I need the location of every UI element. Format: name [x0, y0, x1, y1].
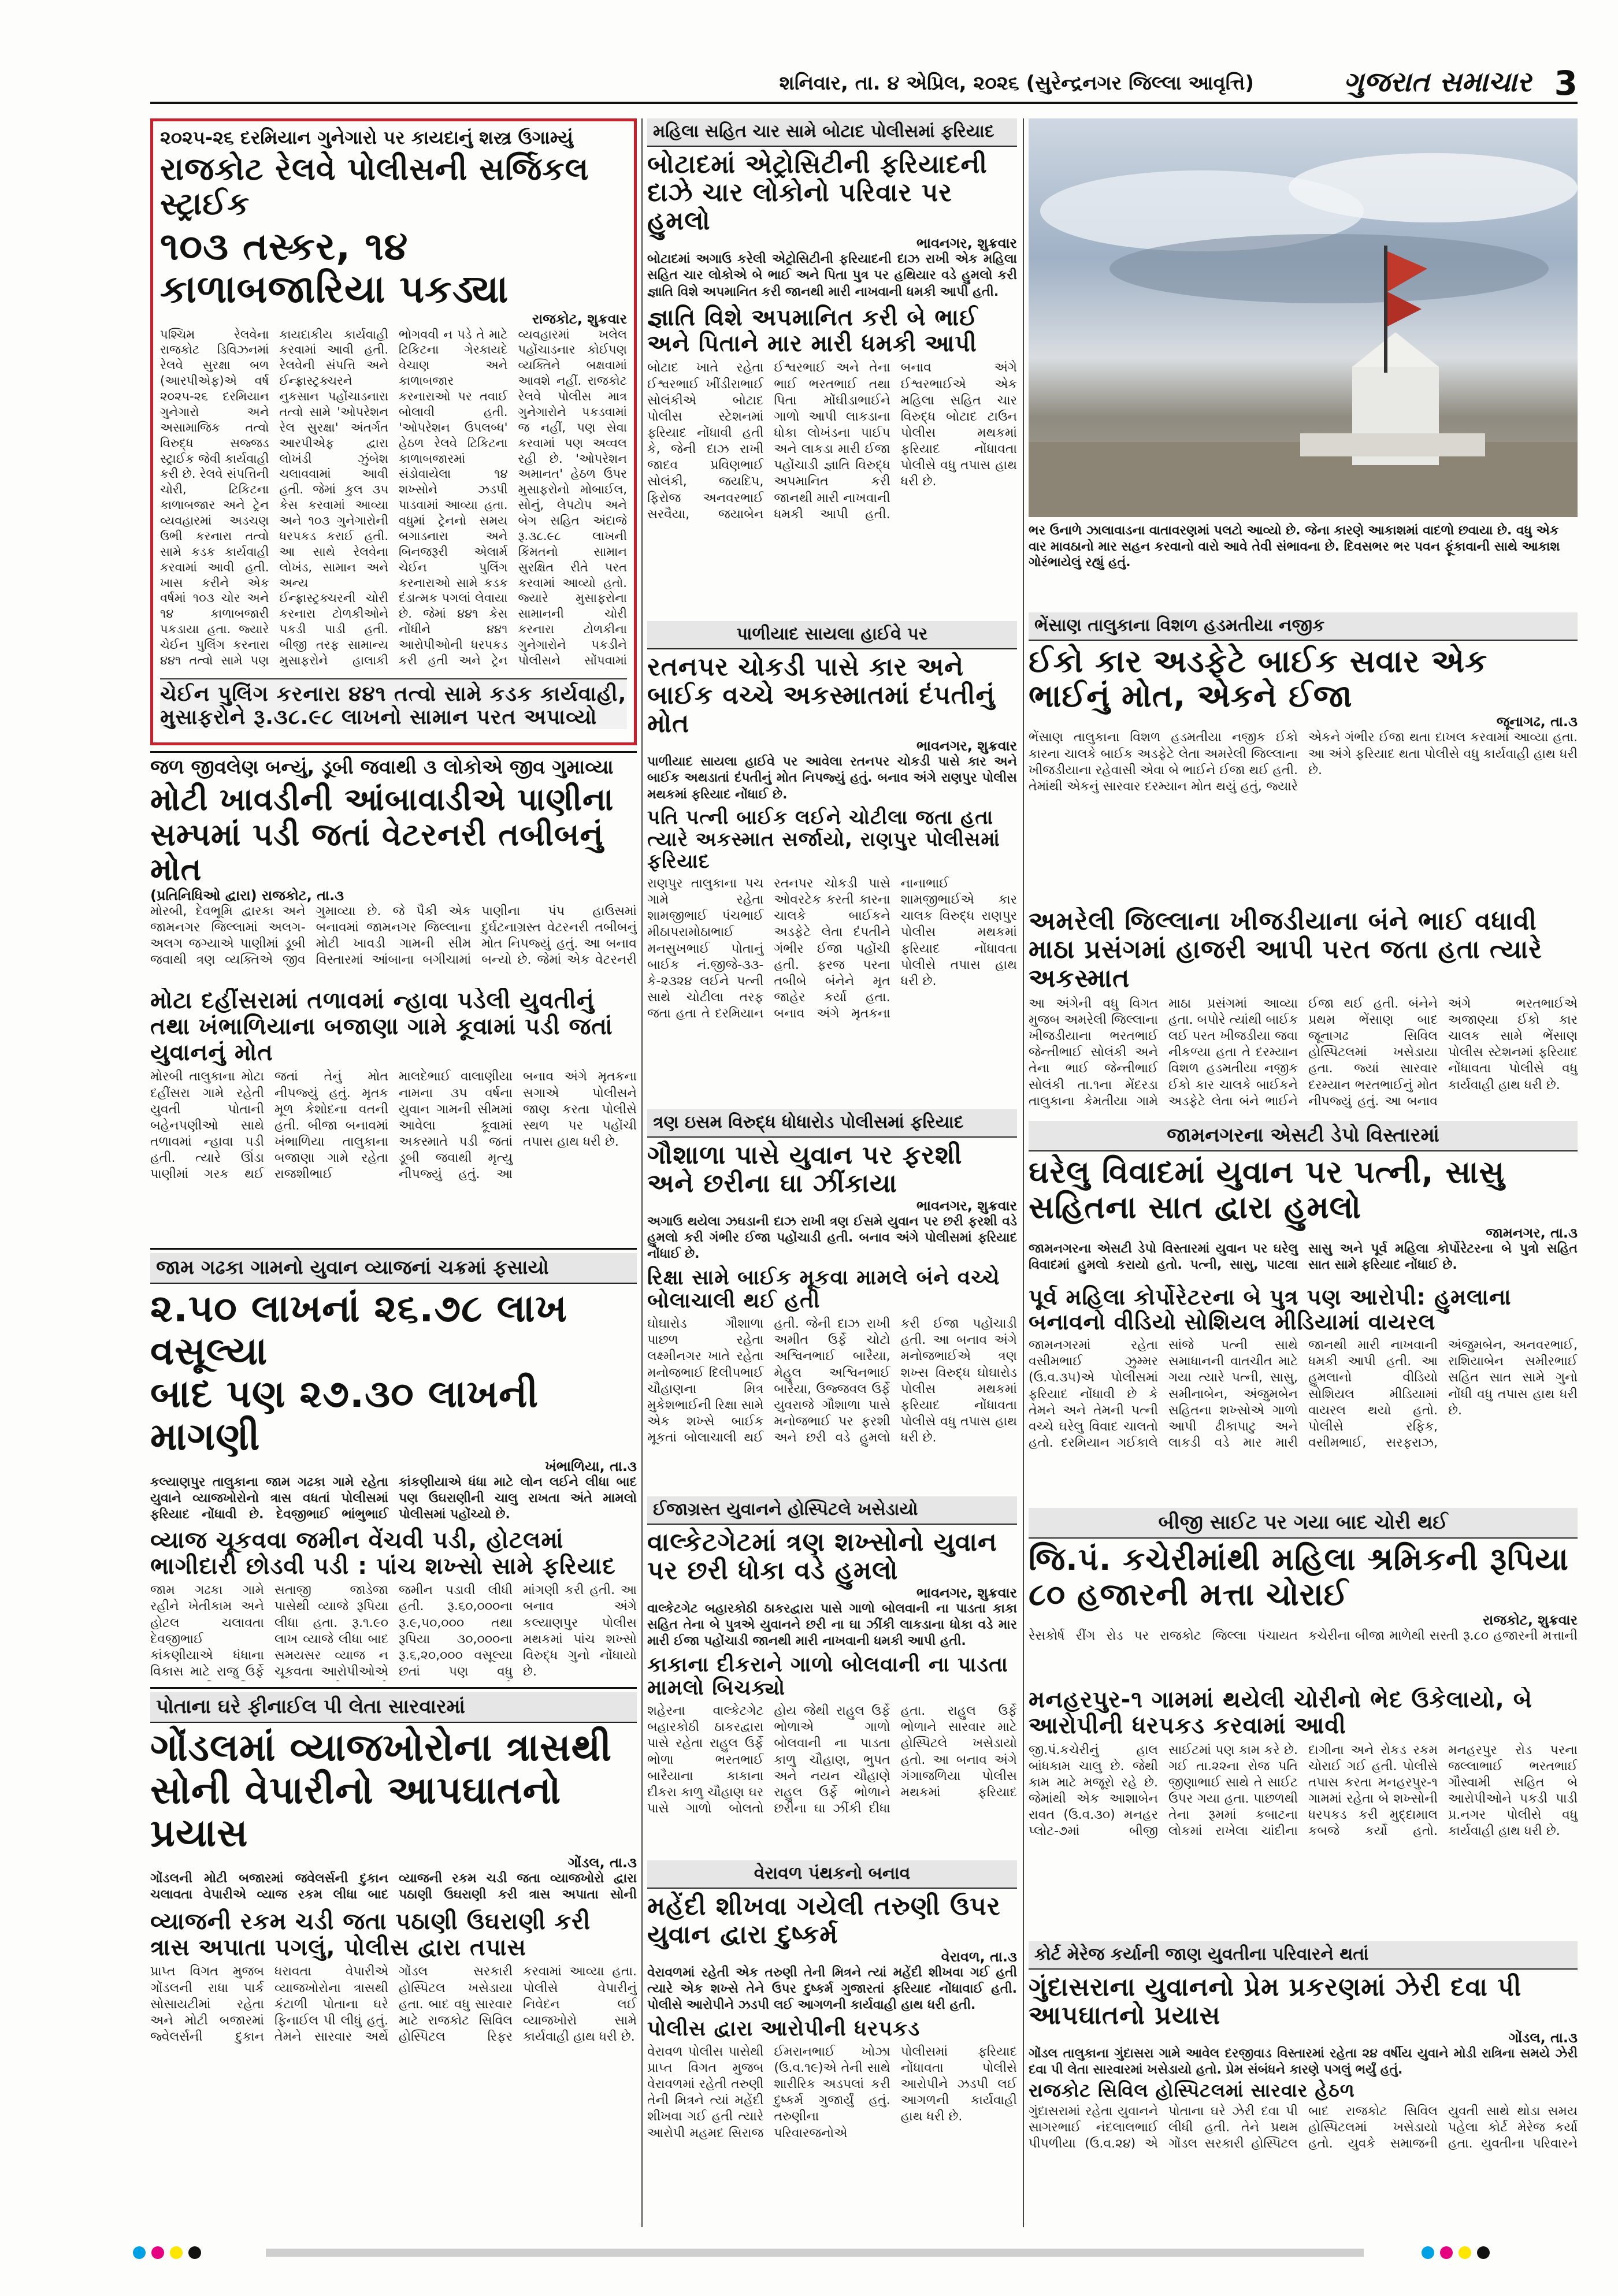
masthead-date: શનિવાર, તા. ૪ એપ્રિલ, ૨૦૨૬ (સુરેન્દ્રનગર જિલ્લા આવૃત્તિ)	[779, 72, 1254, 95]
manharpur-story	[1029, 1687, 1578, 1935]
dadhisara-headline: મોટા દહીંસરામાં તળાવમાં ન્હાવા પડેલી યુવતીનું તથા ખંભાળિયાના બજાણા ગામે કૂવામાં પડી જતાં યુવાનનું મોત	[150, 988, 613, 1066]
railway-highlight: ચેઈન પુલિંગ કરનારા ૪૪૧ તત્વો સામે કડક કાર્યવાહી, મુસાફરોને રૂ.૩૮.૯૮ લાખનો સામાન પરત અપાવ્યો	[160, 678, 627, 730]
registration-dot	[1477, 2246, 1490, 2259]
jp-theft-headline: જિ.પં. કચેરીમાંથી મહિલા શ્રમિકની રૂપિયા ૮૦ હજારની મત્તા ચોરાઈ	[1029, 1541, 1569, 1613]
railway-body: પશ્ચિમ રેલવેના રાજકોટ ડિવિઝનમાં રેલવે સુરક્ષા બળ (આરપીએફ)એ વર્ષ ૨૦૨૫-૨૬ દરમિયાન ગુનેગારો અને અસામાજિક તત્વો વિરુદ્ધ સજ્જડ સ્ટ્રાઈક જેવી કાર્યવાહી કરી છે. રેલવે સંપત્તિની ચોરી, ટિકિટના કાળાબજાર અને ટ્રેન વ્યવહારમાં અડચણ ઉભી કરનારા તત્વો સામે કડક કાર્યવાહી કરવામાં આવી હતી. ખાસ કરીને એક વર્ષમાં ૧૦૩ ચોર અને ૧૪ કાળાબજારી પકડાયા હતા. જ્યારે ચેઈન પુલિંગ કરનારા ૪૪૧ તત્વો સામે પણ કાયદાકીય કાર્યવાહી કરવામાં આવી હતી. રેલવેની સંપત્તિ અને ઈન્ફ્રાસ્ટ્રક્ચરને નુકસાન પહોંચાડનારા તત્વો સામે 'ઓપરેશન રેલ સુરક્ષા' અંતર્ગત આરપીએફ દ્વારા લોખંડી ઝુંબેશ ચલાવવામાં આવી હતી. જેમાં કુલ ૩૫ કેસ કરવામાં આવ્યા અને ૧૦૩ ગુનેગારોની ધરપકડ કરાઈ હતી. આ સાથે રેલવેના લોખંડ, સામાન અને અન્ય ઈન્ફ્રાસ્ટ્રક્ચરની ચોરી કરનારા ટોળકીઓને પકડી પાડી હતી. બીજી તરફ સામાન્ય મુસાફરોને હાલાકી ભોગવવી ન પડે તે માટે ટિકિટના ગેરકાયદે વેચાણ અને કાળાબજાર કરનારાઓ પર તવાઈ બોલાવી હતી. 'ઓપરેશન ઉપલબ્ધ' હેઠળ રેલવે ટિકિટના કાળાબજારમાં સંડોવાયેલા ૧૪ શખ્સોને ઝડપી પાડવામાં આવ્યા હતા. વધુમાં ટ્રેનનો સમય બગાડનારા અને બિનજરૂરી એલાર્મ ચેઈન પુલિંગ કરનારાઓ સામે કડક દંડાત્મક પગલાં લેવાયા છે. જેમાં ૪૪૧ કેસ નોંધીને ૪૪૧ આરોપીઓની ધરપકડ કરી હતી અને ટ્રેન વ્યવહારમાં ખલેલ પહોંચાડનાર કોઈપણ વ્યક્તિને બક્ષવામાં આવશે નહીં. રાજકોટ રેલવે પોલીસ માત્ર ગુનેગારોને પકડવામાં જ નહીં, પણ સેવા કરવામાં પણ અવ્વલ રહી છે. 'ઓપરેશન અમાનત' હેઠળ ઉપર મુસાફરોનો મોબાઈલ, સોનું, લેપટોપ અને બેગ સહિત અંદાજે રૂ.૩૮.૯૮ લાખની કિંમતનો સામાન સુરક્ષિત રીતે પરત કરવામાં આવ્યો હતો. જ્યારે મુસાફરોના સામાનની ચોરી કરનારા ટોળકીના ગુનેગારોને પકડીને પોલીસને સોંપવામાં	[160, 327, 627, 667]
jamnagar-lead: જામનગરના એસટી ડેપો વિસ્તારમાં યુવાન પર ઘરેલુ વિવાદમાં હુમલો કરાયો હતો. પત્ની, સાસુ, પાટલા સાસુ અને પૂર્વ મહિલા કોર્પોરેટરના બે પુત્રો સહિત સાત સામે ફરિયાદ નોંધાઈ છે.	[1029, 1242, 1578, 1273]
veraval-story	[647, 1860, 1017, 2230]
valkatgate-headline: વાલ્કેટગેટમાં ત્રણ શખ્સોનો યુવાન પર છરી ધોકા વડે હુમલો	[647, 1527, 997, 1585]
jp-theft-story	[1029, 1508, 1578, 1681]
valkatgate-lead: વાલ્કેટગેટ બહારકોઠી ઠાકરદ્વારા પાસે ગાળો બોલવાની ના પાડતા કાકા સહિત તેના બે પુત્રએ યુવાનને છરી ના ઘા ઝીંકી લાકડાના ધોકા વડે માર મારી ઈજા પહોંચાડી જાનથી મારી નાખવાની ધમકી આપી હતી.	[647, 1602, 1017, 1649]
khavdi-dateline: (પ્રતિનિધિઓ દ્વારા) રાજકોટ, તા.૩	[150, 887, 344, 904]
valkatgate-kicker: ઈજાગ્રસ્ત યુવાનને હોસ્પિટલે ખસેડાયો	[647, 1496, 1017, 1525]
eco-headline: ઈકો કાર અડફેટે બાઈક સવાર એક ભાઈનું મોત, એકને ઈજા	[1029, 642, 1488, 714]
dadhisara-story	[150, 988, 637, 1242]
botad-subhead: જ્ઞાતિ વિશે અપમાનિત કરી બે ભાઈ અને પિતાને માર મારી ધમકી આપી	[647, 304, 978, 357]
railway-dateline: રાજકોટ, શુક્રવાર	[532, 310, 627, 327]
paliyad-subhead: પતિ પત્ની બાઈક લઈને ચોટીલા જતા હતા ત્યારે અકસ્માત સર્જાયો, રાણપુર પોલીસમાં ફરિયાદ	[647, 805, 1000, 873]
paliyad-kicker: પાળીયાદ સાયલા હાઈવે પર	[647, 621, 1017, 649]
page-number: 3	[1554, 64, 1578, 103]
jamnagar-headline: ઘરેલુ વિવાદમાં યુવાન પર પત્ની, સાસુ સહિતના સાત દ્વારા હુમલો	[1029, 1154, 1505, 1225]
botad-dateline: ભાવનગર, શુક્રવાર	[916, 235, 1017, 252]
gundasara-story	[1029, 1941, 1578, 2230]
valkatgate-subhead: કાકાના દીકરાને ગાળો બોલવાની ના પાડતા મામલો બિચક્યો	[647, 1652, 1008, 1700]
botad-headline: બોટાદમાં એટ્રોસિટીની ફરિયાદની દાઝે ચાર લોકોનો પરિવાર પર હુમલો	[647, 149, 988, 236]
amreli-body: આ અંગેની વધુ વિગત મુજબ અમરેલી જિલ્લાના ખીજડીયાના ભરતભાઈ જેન્તીભાઈ સોલંકી અને તેના ભાઈ જેન્તીભાઈ સોલંકી તા.૧ના મેંદરડા તાલુકાના કેમતીયા ગામે માઠા પ્રસંગમાં આવ્યા હતા. બપોરે ત્યાંથી બાઈક લઈ પરત ખીજડીયા જવા નીકળ્યા હતા તે દરમ્યાન વિશળ હડમતીયા નજીક ઈકો કાર ચાલકે બાઈકને અડફેટે લેતા બંને ભાઈને ઈજા થઈ હતી. બંનેને પ્રથમ ભેંસાણ બાદ જૂનાગઢ સિવિલ હોસ્પિટલમાં ખસેડાયા હતા. જ્યાં સારવાર દરમ્યાન ભરતભાઈનું મોત નીપજ્યું હતું. આ બનાવ અંગે ભરતભાઈએ અજાણ્યા ઈકો કાર ચાલક સામે ભેંસાણ પોલીસ સ્ટેશનમાં ફરિયાદ નોંધાવતા પોલીસે વધુ કાર્યવાહી હાથ ધરી છે.	[1029, 996, 1578, 1109]
gaushala-kicker: ત્રણ ઇસમ વિરુદ્ધ ધોધારોડ પોલીસમાં ફરિયાદ	[647, 1109, 1017, 1138]
gundasara-body: ગુંદાસરામાં રહેતા યુવાનને સાગરભાઈ નંદલાલભાઈ પીપળીયા (ઉ.વ.૨૪) એ પોતાના ઘરે ઝેરી દવા પી લીધી હતી. તેને પ્રથમ ગોંડલ સરકારી હોસ્પિટલ બાદ રાજકોટ સિવિલ હોસ્પિટલમાં ખસેડાયો હતો. યુવકે સમાજની યુવતી સાથે થોડા સમય પહેલા કોર્ટ મેરેજ કર્યા હતા. યુવતીના પરિવારને	[1029, 2104, 1578, 2152]
masthead-logo: ગુજરાત સમાચાર	[1343, 66, 1531, 98]
manharpur-headline: મનહરપુર-૧ ગામમાં થયેલી ચોરીનો ભેદ ઉકેલાયો, બે આરોપીની ધરપકડ કરવામાં આવી	[1029, 1687, 1532, 1739]
valkatgate-story	[647, 1496, 1017, 1855]
railway-story	[150, 118, 637, 745]
gadhka-body: જામ ગઢકા ગામે રહીને ખેતીકામ અને હોટલ ચલાવતા દેવજીભાઈ કાંકણીયાએ ધંધાના વિકાસ માટે રાજુ ઉર્ફે સતાજી જાડેજા પાસેથી વ્યાજે રૂપિયા લીધા હતા. રૂ.૧.૯૦ લાખ વ્યાજે લીધા બાદ સમયસર વ્યાજ ન ચૂકવતા આરોપીઓએ જમીન પડાવી લીધી હતી. રૂ.૬૦,૦૦૦ના રૂ.૯,૫૦,૦૦૦ તથા રૂપિયા ૩૦,૦૦૦ના રૂ.૬,૨૦,૦૦૦ વસૂલ્યા છતાં પણ વધુ માંગણી કરી હતી. આ બનાવ અંગે કલ્યાણપુર પોલીસ મથકમાં પાંચ શખ્સો વિરુદ્ધ ગુનો નોંધાયો છે.	[150, 1583, 637, 1680]
gundasara-subhead: રાજકોટ સિવિલ હોસ્પિટલમાં સારવાર હેઠળ	[1029, 2079, 1355, 2102]
railway-headline-2: ૧૦૩ તસ્કર, ૧૪ કાળાબજારિયા પકડ્યા	[160, 224, 509, 311]
registration-dot	[1440, 2246, 1453, 2259]
gondal-story	[150, 1687, 637, 2230]
paliyad-body: રાણપુર તાલુકાના પચ ગામે રહેતા શામજીભાઈ પંચભાઈ મીઠાપરામોઠાભાઈ મનસુખભાઈ પોતાનું બાઈક નં.જીજે-૩૩-કે-૨૩૨૪ લઈને પત્ની સાથે ચોટીલા તરફ જતા હતા તે દરમિયાન રતનપર ચોકડી પાસે ઓવરટેક કરતી કારના ચાલકે બાઈકને અડફેટે લેતા દંપતીને ગંભીર ઈજા પહોંચી હતી. ફરજ પરના તબીબે બંનેને મૃત જાહેર કર્યા હતા. બનાવ અંગે મૃતકના નાનાભાઈ શામજીભાઈએ કાર ચાલક વિરુદ્ધ રાણપુર પોલીસ મથકમાં ફરિયાદ નોંધાવતા પોલીસે તપાસ હાથ ધરી છે.	[647, 876, 1017, 1021]
weather-photo	[1029, 118, 1578, 517]
column-rule	[641, 118, 643, 2227]
photo-block	[1029, 118, 1578, 604]
jamnagar-kicker: જામનગરના એસટી ડેપો વિસ્તારમાં	[1029, 1121, 1578, 1151]
gaushala-headline: ગૌશાળા પાસે યુવાન પર ફરશી અને છરીના ઘા ઝીંકાયા	[647, 1140, 963, 1198]
jamnagar-story	[1029, 1121, 1578, 1502]
gundasara-headline: ગુંદાસરાના યુવાનનો પ્રેમ પ્રકરણમાં ઝેરી દવા પી આપઘાતનો પ્રયાસ	[1029, 1972, 1522, 2030]
eco-kicker: ભેંસાણ તાલુકાના વિશળ હડમતીયા નજીક	[1029, 612, 1578, 641]
botad-kicker: મહિલા સહિત ચાર સામે બોટાદ પોલીસમાં ફરિયાદ	[647, 118, 1017, 147]
registration-dot	[151, 2246, 164, 2259]
jamnagar-subhead: પૂર્વ મહિલા કોર્પોરેટરના બે પુત્ર પણ આરોપી: હુમલાના બનાવનો વીડિયો સોશિયલ મીડિયામાં વાયરલ	[1029, 1284, 1512, 1335]
botad-lead: બોટાદમાં અગાઉ કરેલી એટ્રોસિટીની ફરિયાદની દાઝ રાખી એક મહિલા સહિત ચાર લોકોએ બે ભાઈ અને પિતા પુત્ર પર હથિયાર વડે હુમલો કરી જ્ઞાતિ વિશે અપમાનિત કરી જાનથી મારી નાખવાની ધમકી આપી હતી.	[647, 252, 1017, 299]
gadhka-lead: કલ્યાણપુર તાલુકાના જામ ગઢકા ગામે રહેતા યુવાને વ્યાજખોરોનો ત્રાસ વધતાં પોલીસમાં ફરિયાદ નોંધાવી છે. દેવજીભાઈ ભાંભુભાઈ કાંકણીયાએ ધંધા માટે લોન લઈને લીધા બાદ પણ ઉઘરાણીની ચાલુ રાખતા અંતે મામલો પોલીસમાં પહોંચ્યો છે.	[150, 1474, 637, 1522]
gondal-body: પ્રાપ્ત વિગત મુજબ ગોંડલની રાધા પાર્ક સોસાયટીમાં રહેતા અને મોટી બજારમાં જ્વેલર્સની દુકાન ધરાવતા વેપારીએ વ્યાજખોરોના ત્રાસથી કંટાળી પોતાના ઘરે ફિનાઈલ પી લીધું હતું. તેમને સારવાર અર્થે ગોંડલ સરકારી હોસ્પિટલ ખસેડાયા હતા. બાદ વધુ સારવાર માટે રાજકોટ સિવિલ હોસ્પિટલ રિફર કરવામાં આવ્યા હતા. પોલીસે વેપારીનું નિવેદન લઈ વ્યાજખોરો સામે કાર્યવાહી હાથ ધરી છે.	[150, 1964, 637, 2045]
weather-photo-art	[1029, 118, 1578, 517]
gundasara-lead: ગોંડલ તાલુકાના ગુંદાસરા ગામે આવેલ દરજીવાડ વિસ્તારમાં રહેતા ૨૪ વર્ષીય યુવાને મોડી રાત્રિના સમયે ઝેરી દવા પી લેતા સારવારમાં ખસેડાયો હતો. પ્રેમ સંબંધને કારણે પગલું ભર્યું હતું.	[1029, 2046, 1578, 2078]
gaushala-subhead: રિક્ષા સામે બાઈક મૂકવા મામલે બંને વચ્ચે બોલાચાલી થઈ હતી	[647, 1265, 1000, 1313]
eco-dateline: જૂનાગઢ, તા.૩	[1496, 714, 1578, 730]
botad-story	[647, 118, 1017, 615]
gondal-lead: ગોંડલની મોટી બજારમાં જવેલર્સની દુકાન ચલાવતા વેપારીએ વ્યાજ રકમ લીધા બાદ વ્યાજની રકમ ચડી જતા વ્યાજખોરો દ્વારા પઠાણી ઉઘરાણી કરી ત્રાસ અપાતા સોની	[150, 1871, 637, 1902]
registration-dot	[170, 2246, 183, 2259]
gundasara-dateline: ગોંડલ, તા.૩	[1508, 2030, 1578, 2046]
print-registration-bar	[0, 2236, 1618, 2271]
veraval-subhead: પોલીસ દ્વારા આરોપીની ધરપકડ	[647, 2016, 921, 2041]
khavdi-story	[150, 751, 637, 982]
column-rule	[1023, 118, 1024, 2227]
registration-dot	[1422, 2246, 1434, 2259]
gadhka-story	[150, 1248, 637, 1681]
veraval-body: વેરાવળ પોલીસ પાસેથી પ્રાપ્ત વિગત મુજબ વેરાવળમાં રહેતી તરુણી તેની મિત્રને ત્યાં મહેંદી શીખવા ગઈ હતી ત્યારે આરોપી મહમદ સિરાજ ઈમરાનભાઈ ખોઝા (ઉ.વ.૧૯)એ તેની સાથે શારીરિક અડપલાં કરી દુષ્કર્મ ગુજાર્યું હતું. તરુણીના પરિવારજનોએ પોલીસમાં ફરિયાદ નોંધાવતા પોલીસે આરોપીને ઝડપી લઈ આગળની કાર્યવાહી હાથ ધરી છે.	[647, 2044, 1017, 2141]
veraval-kicker: વેરાવળ પંથકનો બનાવ	[647, 1860, 1017, 1889]
veraval-lead: વેરાવળમાં રહેતી એક તરુણી તેની મિત્રને ત્યાં મહેંદી શીખવા ગઈ હતી ત્યારે એક શખ્સે તેને ઉપર દુષ્કર્મ ગુજારતાં ફરિયાદ નોંધાવાઈ હતી. પોલીસે આરોપીને ઝડપી લઈ આગળની કાર્યવાહી હાથ ધરી હતી.	[647, 1966, 1017, 2013]
gadhka-subhead: વ્યાજ ચૂકવવા જમીન વેંચવી પડી, હોટલમાં ભાગીદારી છોડવી પડી : પાંચ શખ્સો સામે ફરિયાદ	[150, 1526, 616, 1580]
khavdi-headline: મોટી ખાવડીની આંબાવાડીએ પાણીના સમ્પમાં પડી જતાં વેટરનરી તબીબનું મોત	[150, 781, 614, 888]
gaushala-dateline: ભાવનગર, શુક્રવાર	[916, 1198, 1017, 1214]
jp-theft-dateline: રાજકોટ, શુક્રવાર	[1482, 1612, 1578, 1629]
valkatgate-body: શહેરના વાલ્કેટગેટ બહારકોઠી ઠાકરદ્વારા પાસે રહેતા રાહુલ ઉર્ફે ભોળા ભરતભાઈ બારૈયાના કાકાના દીકરા કાળુ ચૌહાણ ઘર પાસે ગાળો બોલતો હોય જેથી રાહુલ ઉર્ફે ભોળાએ ગાળો બોલવાની ના પાડતા કાળુ ચૌહાણ, ભુપત અને નયન ચૌહાણે રાહુલ ઉર્ફે ભોળાને છરીના ઘા ઝીંકી દીધા હતા. રાહુલ ઉર્ફે ભોળાને સારવાર માટે હોસ્પિટલે ખસેડાયો હતો. આ બનાવ અંગે ગંગાજળિયા પોલીસ મથકમાં ફરિયાદ	[647, 1704, 1017, 1816]
paliyad-dateline: ભાવનગર, શુક્રવાર	[916, 738, 1017, 755]
registration-strip	[266, 2249, 1364, 2257]
jamnagar-body: જામનગરમાં રહેતા વસીમભાઈ ઝુમ્મર (ઉ.વ.૩૫)એ પોલીસમાં ફરિયાદ નોંધાવી છે કે તેમને અને તેમની પત્ની વચ્ચે ઘરેલુ વિવાદ ચાલતો હતો. દરમિયાન ગઈકાલે સાંજે પત્ની સાથે સમાધાનની વાતચીત માટે ગયા ત્યારે પત્ની, સાસુ, સમીનાબેન, અંજુમબેન સહિતના શખ્સોએ ગાળો આપી ઢીકાપાટુ અને લાકડી વડે માર મારી જાનથી મારી નાખવાની ધમકી આપી હતી. આ હુમલાનો વીડિયો સોશિયલ મીડિયામાં વાયરલ થયો હતો. પોલીસે રફિક, વસીમભાઈ, સરફરાઝ, અંજુમબેન, અનવરભાઈ, રાશિયાબેન સમીરભાઈ સહિત સાત સામે ગુનો નોંધી વધુ તપાસ હાથ ધરી છે.	[1029, 1338, 1578, 1451]
photo-caption: ભર ઉનાળે ઝાલાવાડના વાતાવરણમાં પલટો આવ્યો છે. જેના કારણે આકાશમાં વાદળો છવાયા છે. વધુ એક વાર માવઠાનો માર સહન કરવાનો વારો આવે તેવી સંભાવના છે. દિવસભર ભર પવન ફૂંકાવાની સાથે આકાશ ગોરંભાયેલું રહ્યું હતું.	[1029, 523, 1560, 570]
gaushala-lead: અગાઉ થયેલા ઝઘડાની દાઝ રાખી ત્રણ ઈસમે યુવાન પર છરી ફરશી વડે હુમલો કરી ગંભીર ઈજા પહોંચાડી હતી. બનાવ અંગે પોલીસમાં ફરિયાદ નોંધાઈ છે.	[647, 1214, 1017, 1262]
khavdi-kicker: જળ જીવલેણ બન્યું, ડૂબી જવાથી ૩ લોકોએ જીવ ગુમાવ્યા	[150, 756, 614, 779]
gadhka-dateline: ખંભાળિયા, તા.૩	[545, 1458, 637, 1474]
khavdi-body: મોરબી, દેવભૂમિ દ્વારકા અને જામનગર જિલ્લામાં અલગ-અલગ જગ્યાએ પાણીમાં ડૂબી જવાથી ત્રણ વ્યક્તિએ જીવ ગુમાવ્યા છે. જે પૈકી એક બનાવમાં જામનગર જિલ્લાના મોટી ખાવડી ગામની સીમ વિસ્તારમાં આંબાના બગીચામાં પાણીના પંપ હાઉસમાં દુર્ઘટનાગ્રસ્ત વેટરનરી તબીબનું મોત નિપજ્યું હતું. આ બનાવ બન્યો છે. જેમાં એક વેટરનરી	[150, 904, 637, 967]
dadhisara-body: મોરબી તાલુકાના મોટા દહીંસરા ગામે રહેતી યુવતી પોતાની બહેનપણીઓ સાથે તળાવમાં ન્હાવા પડી હતી. ત્યારે ઊંડા પાણીમાં ગરક થઈ જતાં તેનું મોત નીપજ્યું હતું. મૃતક મૂળ કેશોદના વતની હતી. બીજા બનાવમાં ખંભાળિયા તાલુકાના બજાણા ગામે રહેતા રાજશીભાઈ માલદેભાઈ વાલાણીયા નામના ૩૫ વર્ષના યુવાન ગામની સીમમાં આવેલા કૂવામાં અકસ્માતે પડી જતાં ડૂબી જવાથી મૃત્યુ નીપજ્યું હતું. આ બનાવ અંગે મૃતકના સગાએ પોલીસને જાણ કરતા પોલીસે સ્થળ પર પહોંચી તપાસ હાથ ધરી છે.	[150, 1069, 637, 1182]
gaushala-story	[647, 1109, 1017, 1491]
gondal-headline: ગોંડલમાં વ્યાજખોરોના ત્રાસથી સોની વેપારીનો આપઘાતનો પ્રયાસ	[150, 1725, 612, 1855]
registration-dot	[133, 2246, 146, 2259]
paliyad-headline: રતનપર ચોકડી પાસે કાર અને બાઈક વચ્ચે અકસ્માતમાં દંપતીનું મોત	[647, 652, 996, 739]
eco-story	[1029, 612, 1578, 901]
gondal-kicker: પોતાના ઘરે ફીનાઈલ પી લેતા સારવારમાં	[150, 1692, 637, 1723]
veraval-dateline: વેરાવળ, તા.૩	[941, 1949, 1017, 1966]
paliyad-lead: પાળીયાદ સાયલા હાઈવે પર આવેલા રતનપર ચોકડી પાસે કાર અને બાઈક અથડાતાં દંપતીનું મોત નિપજ્યું હતું. બનાવ અંગે રાણપુર પોલીસ મથકમાં ફરિયાદ નોંધાઈ છે.	[647, 755, 1017, 802]
amreli-headline: અમરેલી જિલ્લાના ખીજડીયાના બંને ભાઈ વધાવી માઠા પ્રસંગમાં હાજરી આપી પરત જતા હતા ત્યારે અકસ્માત	[1029, 907, 1542, 993]
amreli-story	[1029, 907, 1578, 1115]
railway-kicker: ૨૦૨૫-૨૬ દરમિયાન ગુનેગારો પર કાયદાનું શસ્ત્ર ઉગામ્યું	[160, 127, 573, 148]
gaushala-body: ઘોઘારોડ ગૌશાળા પાછળ રહેતા લક્ષ્મીનગર ખાતે રહેતા મનોજભાઈ દિલીપભાઈ ચૌહાણના મિત્ર મુકેશભાઈની રિક્ષા સામે એક શખ્સે બાઈક મૂકતાં બોલાચાલી થઈ હતી. જેની દાઝ રાખી અમીત ઉર્ફે ચોટો અશ્વિનભાઈ બારૈયા, મેહુલ અશ્વિનભાઈ બારૈયા, ઉજ્જવલ ઉર્ફે યુવરાજે ગૌશાળા પાસે મનોજભાઈ પર ફરશી અને છરી વડે હુમલો કરી ઈજા પહોંચાડી હતી. આ બનાવ અંગે મનોજભાઈએ ત્રણ શખ્સ વિરુદ્ધ ઘોઘારોડ પોલીસ મથકમાં ફરિયાદ નોંધાવતા પોલીસે વધુ તપાસ હાથ ધરી છે.	[647, 1317, 1017, 1446]
jp-theft-body: રેસકોર્ષ રીંગ રોડ પર રાજકોટ જિલ્લા પંચાયત કચેરીના બીજા માળેથી સસ્તી રૂ.૮૦ હજારની મત્તાની	[1029, 1629, 1578, 1644]
gundasara-kicker: કોર્ટ મેરેજ કર્યાની જાણ યુવતીના પરિવારને થતાં	[1029, 1941, 1578, 1970]
botad-body: બોટાદ ખાતે રહેતા ઈશ્વરભાઈ ખીંડીરાભાઈ સોલંકીએ બોટાદ પોલીસ સ્ટેશનમાં ફરિયાદ નોંધાવી હતી કે, જેની દાઝ રાખી જાદવ પ્રવિણભાઈ સોલંકી, જયદિપ, ફિરોજ અનવરભાઈ સરવૈયા, જયાબેન ઈશ્વરભાઈ અને તેના ભાઈ ભરતભાઈ તથા પિતા મોંઘીડાભાઈને ગાળો આપી લાકડાના ધોકા લોખંડના પાઈપ અને લાકડા મારી ઈજા પહોંચાડી જ્ઞાતિ વિરુદ્ધ અપમાનિત કરી જાનથી મારી નાખવાની ધમકી આપી હતી. બનાવ અંગે ઈશ્વરભાઈએ એક મહિલા સહિત ચાર વિરુદ્ધ બોટાદ ટાઉન પોલીસ મથકમાં ફરિયાદ નોંધાવતા પોલીસે વધુ તપાસ હાથ ધરી છે.	[647, 361, 1017, 522]
gadhka-headline-2: બાદ પણ ૨૭.૩૦ લાખની માગણી	[150, 1371, 539, 1459]
paliyad-story	[647, 621, 1017, 1101]
manharpur-body: જી.પં.કચેરીનું હાલ બાંધકામ ચાલુ છે. જેથી કામ માટે મજૂરો રહે છે. જેમાંથી એક આશાબેન રાવત (ઉ.વ.૩૦) મનહર પ્લોટ-૭માં બીજી સાઈટમાં પણ કામ કરે છે. ગઈ તા.૨૨ના રોજ પતિ જીણાભાઈ સાથે તે સાઈટ ઉપર ગયા હતા. પાછળથી તેના રૂમમાં કબાટના લોકમાં રાખેલા ચાંદીના દાગીના અને રોકડ રકમ ચોરાઈ ગઈ હતી. પોલીસે તપાસ કરતા મનહરપુર-૧ ગામમાં રહેતા બે શખ્સોની ધરપકડ કરી મુદ્દામાલ કબજે કર્યો હતો. મનહરપુર રોડ પરના જલ્લાભાઈ ભરતભાઈ ગૌસ્વામી સહિત બે આરોપીઓને પકડી પાડી પ્ર.નગર પોલીસે વધુ કાર્યવાહી હાથ ધરી છે.	[1029, 1743, 1578, 1839]
gadhka-kicker: જામ ગઢકા ગામનો યુવાન વ્યાજનાં ચક્રમાં ફસાયો	[150, 1253, 637, 1284]
jp-theft-kicker: બીજી સાઈટ પર ગયા બાદ ચોરી થઈ	[1029, 1508, 1578, 1539]
gondal-dateline: ગોંડલ, તા.૩	[567, 1854, 637, 1871]
veraval-headline: મહેંદી શીખવા ગયેલી તરુણી ઉપર યુવાન દ્વારા દુષ્કર્મ	[647, 1891, 1001, 1949]
gadhka-headline: ૨.૫૦ લાખનાં ૨૬.૭૮ લાખ વસૂલ્યા	[150, 1286, 567, 1373]
registration-dot	[188, 2246, 201, 2259]
gondal-subhead: વ્યાજની રકમ ચડી જતા પઠાણી ઉઘરાણી કરી ત્રાસ અપાતા પગલું, પોલીસ દ્વારા તપાસ	[150, 1908, 591, 1961]
eco-body: ભેંસાણ તાલુકાના વિશળ હડમતીયા નજીક ઈકો કારના ચાલકે બાઈક અડફેટે લેતા અમરેલી જિલ્લાના ખીજડીયાના રહેવાસી એવા બે ભાઈને ઈજા થઈ હતી. તેમાંથી એકનું સારવાર દરમ્યાન મોત થયું હતું, જ્યારે એકને ગંભીર ઈજા થતા દાખલ કરવામાં આવ્યા હતા. આ અંગે ફરિયાદ થતા પોલીસે વધુ કાર્યવાહી હાથ ધરી છે.	[1029, 730, 1578, 794]
masthead	[150, 64, 1578, 104]
railway-headline: રાજકોટ રેલવે પોલીસની સર્જિકલ સ્ટ્રાઈક	[160, 150, 589, 222]
jamnagar-dateline: જામનગર, તા.૩	[1486, 1225, 1578, 1242]
registration-dot	[1459, 2246, 1471, 2259]
valkatgate-dateline: ભાવનગર, શુક્રવાર	[916, 1585, 1017, 1602]
